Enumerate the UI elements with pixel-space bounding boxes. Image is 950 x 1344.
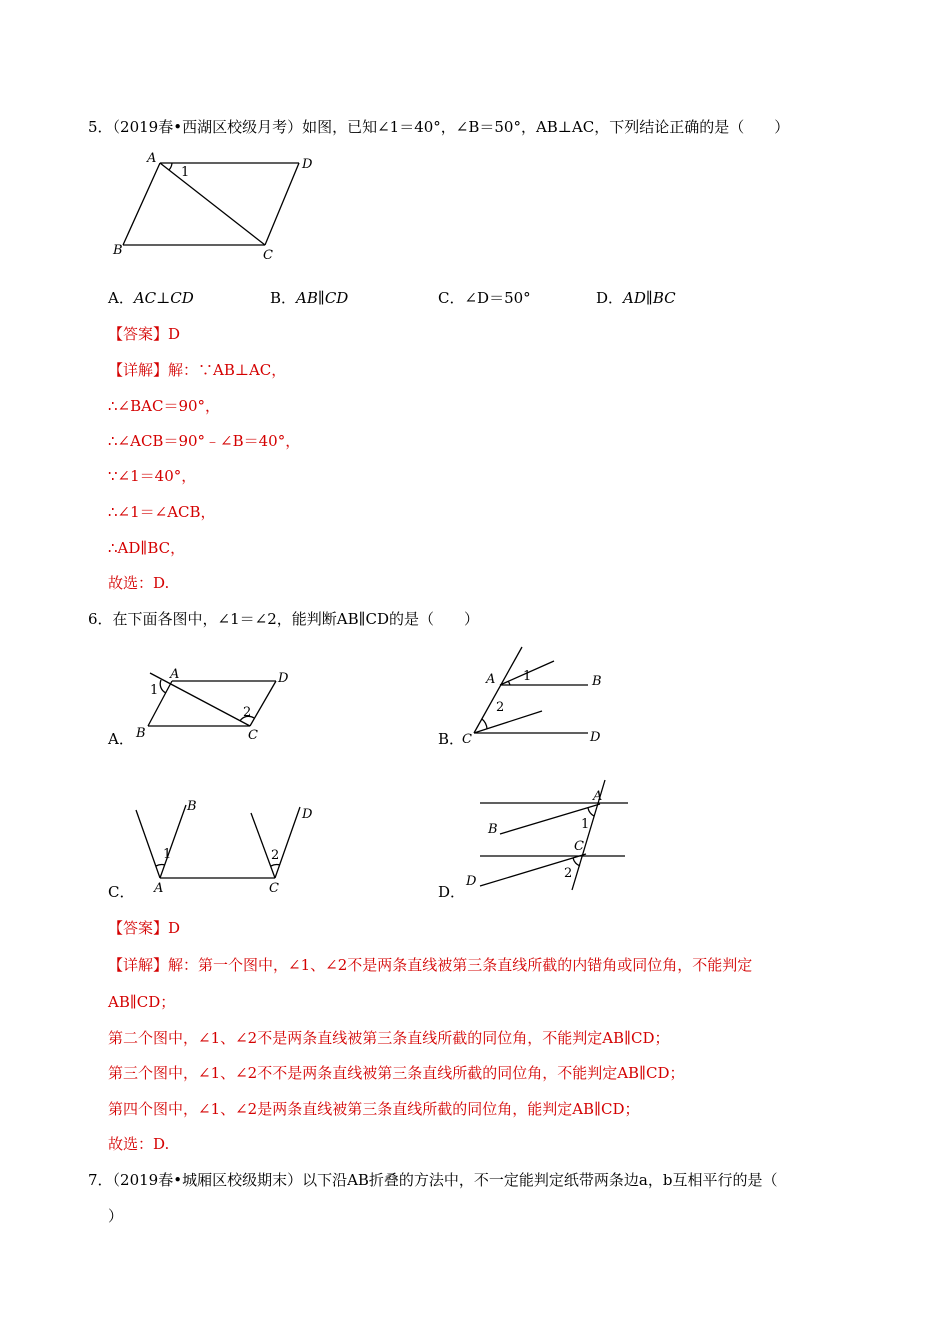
q6-figure-d — [460, 778, 640, 898]
q5-label-angle1: 1 — [181, 165, 190, 180]
q6-detail-step-0: 【详解】解：第一个图中，∠1、∠2不是两条直线被第三条直线所截的内错角或同位角，不能判定 — [108, 956, 753, 974]
q6c-label-2: 2 — [271, 848, 280, 863]
q6a-seg-dc — [250, 681, 276, 726]
q5-detail-step-5: ∴AD∥BC， — [108, 539, 186, 557]
q6d-label-c: C — [574, 839, 584, 854]
q7-stem-line — [88, 1170, 777, 1190]
q6b-label-a: A — [486, 672, 496, 687]
q6d-angle-1-arc — [588, 808, 594, 816]
q6-number: 6． — [88, 610, 113, 628]
q5-detail-step-3: ∵∠1＝40°， — [108, 467, 197, 485]
q6-detail-step-1: AB∥CD； — [108, 993, 176, 1011]
q6c-label-1: 1 — [163, 847, 172, 862]
q7-number: 7． — [88, 1171, 113, 1189]
q5-figure — [105, 148, 335, 263]
q5-detail-step-0: 【详解】解：∵AB⊥AC， — [108, 361, 287, 379]
q6b-label-c: C — [462, 732, 472, 747]
q5-answer: 【答案】D — [108, 325, 181, 343]
q5-detail-step-4: ∴∠1＝∠ACB， — [108, 503, 216, 521]
q5-label-d: D — [302, 157, 313, 172]
q6-detail-step-5: 故选：D. — [108, 1135, 170, 1153]
q6b-label-1: 1 — [523, 669, 532, 684]
q6c-label-b: B — [187, 799, 197, 814]
q6d-label-b: B — [488, 822, 498, 837]
q5-detail-step-6: 故选：D. — [108, 574, 170, 592]
q5-source: （2019春•西湖区校级月考） — [112, 118, 303, 136]
q5-seg-ac — [160, 163, 265, 245]
q6a-label-2: 2 — [243, 705, 252, 720]
q5-label-b: B — [113, 243, 123, 258]
q6-detail-step-4: 第四个图中，∠1、∠2是两条直线被第三条直线所截的同位角，能判定AB∥CD； — [108, 1100, 640, 1118]
q5-option-c: C．∠D＝50° — [438, 289, 531, 307]
q5-option-b: B．AB∥CD — [270, 289, 349, 307]
q6-stem-line — [88, 609, 479, 629]
q6b-label-d: D — [590, 730, 601, 745]
q5-detail-step-2: ∴∠ACB＝90°﹣∠B＝40°， — [108, 432, 301, 450]
q6d-label-2: 2 — [564, 866, 573, 881]
q6a-label-b: B — [136, 726, 146, 741]
q6-figure-b-letter: B． — [438, 730, 465, 748]
q6-figure-d-letter: D． — [438, 883, 466, 901]
q7-source: （2019春•城厢区校级期末） — [112, 1171, 303, 1189]
q6b-label-b: B — [592, 674, 602, 689]
q6d-label-1: 1 — [581, 817, 590, 832]
q6c-label-a: A — [154, 881, 164, 896]
q6-answer: 【答案】D — [108, 919, 181, 937]
q6a-label-1: 1 — [150, 683, 159, 698]
q6c-line-c-left — [251, 813, 275, 878]
q6-figure-b — [458, 645, 618, 745]
q6a-angle-1-arc — [160, 680, 166, 693]
q6a-label-a: A — [170, 667, 180, 682]
q7-stem: 以下沿AB折叠的方法中，不一定能判定纸带两条边a，b互相平行的是（ — [302, 1171, 778, 1189]
q5-label-a: A — [147, 151, 157, 166]
q7-stem-tail: ） — [108, 1207, 124, 1225]
q5-angle-1-arc — [169, 163, 172, 170]
q5-stem: 如图，已知∠1＝40°，∠B＝50°，AB⊥AC，下列结论正确的是（ ） — [302, 118, 790, 136]
q6d-label-a: A — [593, 789, 603, 804]
q5-number: 5． — [88, 118, 113, 136]
q6-figure-a — [130, 666, 300, 746]
q6c-label-c: C — [269, 881, 279, 896]
q5-stem-line — [88, 117, 789, 137]
q5-option-a: A．AC⊥CD — [108, 289, 194, 307]
q6d-angle-2-arc — [573, 858, 580, 866]
q6c-label-d: D — [302, 807, 313, 822]
q6d-label-d: D — [466, 874, 477, 889]
q5-seg-dc — [265, 163, 299, 245]
q6-figure-c — [130, 795, 330, 895]
q6-figure-c-letter: C． — [108, 883, 135, 901]
q6c-line-a-left — [136, 810, 160, 878]
q6-stem: 在下面各图中，∠1＝∠2，能判断AB∥CD的是（ ） — [112, 610, 480, 628]
q6-figure-a-letter: A． — [108, 730, 134, 748]
q5-seg-ab — [123, 163, 160, 245]
q6b-label-2: 2 — [496, 700, 505, 715]
q6b-angle-2-arc — [482, 719, 487, 729]
q6c-angle-1-arc — [156, 865, 165, 866]
q5-detail-step-1: ∴∠BAC＝90°， — [108, 397, 221, 415]
q5-label-c: C — [263, 248, 273, 263]
q6a-label-d: D — [278, 671, 289, 686]
q5-option-d: D．AD∥BC — [596, 289, 676, 307]
q6c-ray-ab — [160, 805, 186, 878]
q6-detail-step-3: 第三个图中，∠1、∠2不不是两条直线被第三条直线所截的同位角，不能判定AB∥CD； — [108, 1064, 685, 1082]
q6a-label-c: C — [248, 728, 258, 743]
q6-detail-step-2: 第二个图中，∠1、∠2不是两条直线被第三条直线所截的同位角，不能判定AB∥CD； — [108, 1029, 670, 1047]
q6c-ray-cd — [275, 807, 300, 878]
